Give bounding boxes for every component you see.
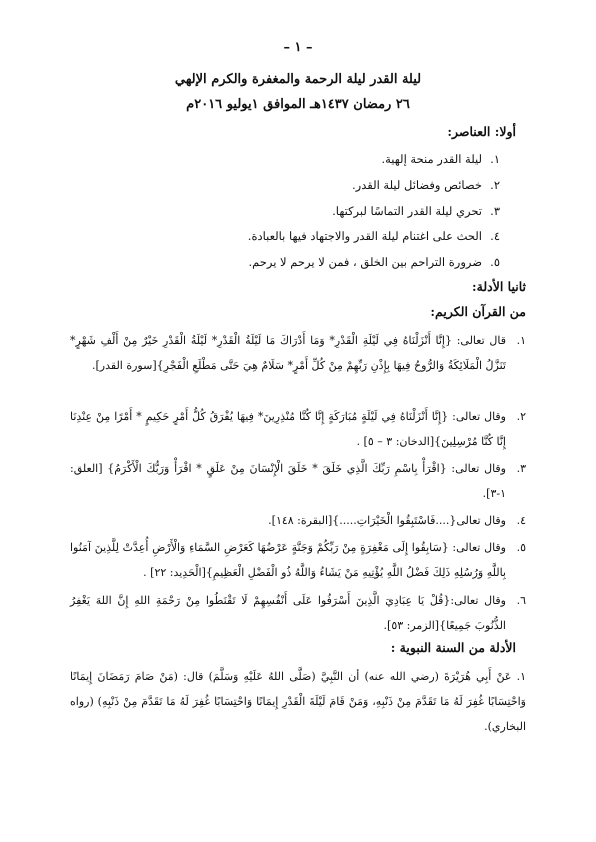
quran-item-text: وقال تعالى: {سَابِقُوا إِلَى مَغْفِرَةٍ مِنْ رَبِّكُمْ وَجَنَّةٍ عَرْضُهَا كَعَرْضِ السَّمَاءِ وَالْأَرْضِ أُعِدَّتْ لِلَّذِينَ آمَنُوا بِاللَّهِ وَرُسُلِهِ ذَلِكَ فَضْلُ اللَّهِ يُؤْتِيهِ مَنْ يَشَاءُ وَاللَّهُ ذُو الْفَضْلِ الْعَظِيمِ}[الْحَدِيد: ٢٢] . — [70, 541, 506, 579]
quran-heading: من القرآن الكريم: — [430, 304, 526, 319]
quran-item-text: وقال تعالى: {اقْرَأْ بِاسْمِ رَبِّكَ الَّذِي خَلَقَ * خَلَقَ الْإِنْسَانَ مِنْ عَلَقٍ * اقْرَأْ وَرَبُّكَ الْأَكْرَمُ} [العلق: ١-٣]. — [70, 462, 506, 500]
element-item-text: ضرورة التراحم بين الخلق ، فمن لا يرحم لا يرحم. — [248, 255, 482, 269]
quran-item-text: وقال تعالى: {إِنَّا أَنْزَلْنَاهُ فِي لَيْلَةٍ مُبَارَكَةٍ إِنَّا كُنَّا مُنْذِرِينَ* فِيهَا يُفْرَقُ كُلُّ أَمْرٍ حَكِيمٍ * أَمْرًا مِنْ عِنْدِنَا إِنَّا كُنَّا مُرْسِلِينَ}[الدخان: ٣ – ٥] . — [70, 410, 506, 448]
quran-item — [70, 535, 526, 585]
element-item-number: ٥. — [490, 255, 500, 269]
quran-item — [70, 508, 526, 533]
page-number: – ١ – — [283, 40, 313, 55]
sunnah-heading: الأدلة من السنة النبوية : — [390, 640, 516, 655]
element-item-number: ٣. — [490, 204, 500, 218]
quran-item-text: وقال تعالى:{قُلْ يَا عِبَادِيَ الَّذِينَ أَسْرَفُوا عَلَى أَنْفُسِهِمْ لَا تَقْنَطُوا مِنْ رَحْمَةِ اللهِ إِنَّ اللهَ يَغْفِرُ الذُّنُوبَ جَمِيعًا}[الزمر: ٥٣]. — [70, 594, 506, 632]
element-item — [248, 255, 500, 269]
element-item-text: ليلة القدر منحة إلهية. — [381, 152, 482, 166]
document-title: ليلة القدر ليلة الرحمة والمغفرة والكرم الإلهي — [174, 72, 422, 87]
element-item-number: ٤. — [490, 229, 500, 243]
quran-item-number: ٦. — [516, 594, 526, 607]
element-item-number: ١. — [490, 152, 500, 166]
sunnah-item: ١. عَنْ أَبِي هُرَيْرَةَ (رضي الله عنه) أن النَّبِيَّ (صَلَّى اللهُ عَلَيْهِ وَسَلَّمَ) قال: (مَنْ صَامَ رَمَضَانَ إِيمَانًا وَاحْتِسَابًا غُفِرَ لَهُ مَا تَقَدَّمَ مِنْ ذَنْبِهِ، وَمَنْ قَامَ لَيْلَةَ الْقَدْرِ إِيمَانًا وَاحْتِسَابًا غُفِرَ لَهُ مَا تَقَدَّمَ مِنْ ذَنْبِهِ) (رواه البخاري). — [70, 670, 526, 733]
quran-item-number: ٤. — [516, 514, 526, 527]
quran-item-number: ٥. — [516, 541, 526, 554]
quran-item — [70, 404, 526, 454]
element-item-text: تحري ليلة القدر التماسًا لبركتها. — [332, 204, 482, 218]
quran-item-text: وقال تعالى{....فَاسْتَبِقُوا الْخَيْرَاتِ.....}[البقرة: ١٤٨]. — [268, 514, 506, 527]
quran-item — [70, 588, 526, 638]
element-item — [352, 178, 500, 192]
element-item-text: الحث على اغتنام ليلة القدر والاجتهاد فيها بالعبادة. — [247, 229, 482, 243]
element-item — [248, 229, 500, 243]
document-date: ٢٦ رمضان ١٤٣٧هـ الموافق ١يوليو ٢٠١٦م — [186, 97, 410, 112]
element-item — [332, 204, 500, 218]
elements-heading: أولا: العناصر: — [447, 124, 516, 139]
element-item-text: خصائص وفضائل ليلة القدر. — [352, 178, 482, 192]
evidence-heading: ثانيا الأدلة: — [472, 279, 526, 294]
quran-item-number: ١. — [516, 334, 526, 347]
element-item — [381, 152, 500, 166]
quran-item-text: قال تعالى: {إِنَّا أَنْزَلْنَاهُ فِي لَيْلَةِ الْقَدْرِ* وَمَا أَدْرَاكَ مَا لَيْلَةُ الْقَدْرِ* لَيْلَةُ الْقَدْرِ خَيْرٌ مِنْ أَلْفِ شَهْرٍ* تَنَزَّلُ الْمَلَائِكَةُ وَالرُّوحُ فِيهَا بِإِذْنِ رَبِّهِمْ مِنْ كُلِّ أَمْرٍ* سَلَامٌ هِيَ حَتَّى مَطْلَعِ الْفَجْرِ}[سورة القدر]. — [70, 334, 506, 372]
quran-item — [70, 456, 526, 506]
quran-item-number: ٣. — [516, 462, 526, 475]
element-item-number: ٢. — [490, 178, 500, 192]
quran-item-number: ٢. — [516, 410, 526, 423]
quran-item — [70, 328, 526, 378]
